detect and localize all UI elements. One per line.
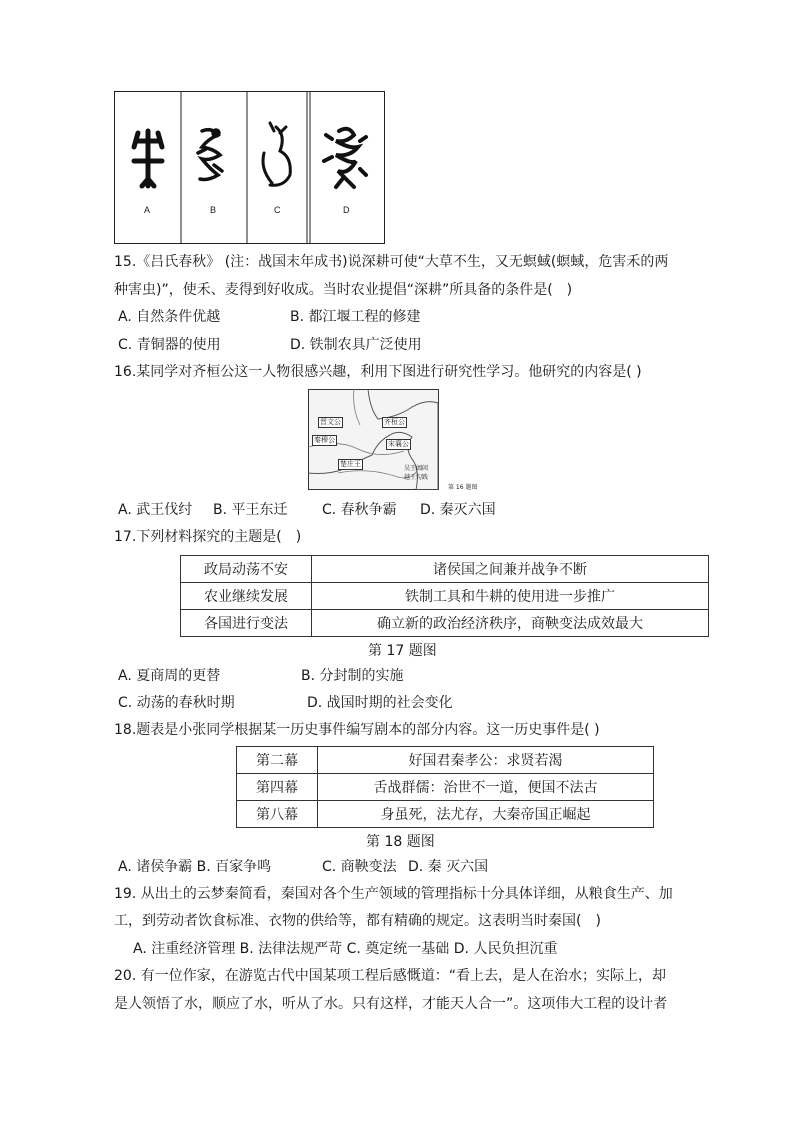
map-label-wu: 吴王阖闾 xyxy=(404,465,429,472)
q15-text-line1: 15.《吕氏春秋》 (注：战国末年成书)说深耕可使“大草不生，又无螟蜮(螟蜮，危害禾的两 xyxy=(114,254,669,270)
q20-text-line2: 是人领悟了水，顺应了水，听从了水。只有这样，才能天人合一”。这项伟大工程的设计者 xyxy=(114,996,668,1012)
q15-option-d: D. 铁制农具广泛使用 xyxy=(290,337,422,353)
q15-option-c: C. 青铜器的使用 xyxy=(118,337,221,353)
map-label-song: 宋襄公 xyxy=(388,440,409,448)
glyph-label-d: D xyxy=(343,205,350,215)
oracle-glyph-panel xyxy=(114,91,385,244)
table-row xyxy=(237,747,654,774)
q16-option-b: B. 平王东迁 xyxy=(213,502,288,518)
table-row xyxy=(181,556,709,583)
table-cell: 政局动荡不安 xyxy=(181,556,312,583)
q17-option-b: B. 分封制的实施 xyxy=(301,668,404,684)
table-cell: 舌战群儒：治世不一道，便国不法古 xyxy=(318,774,654,801)
q20-text-line1: 20. 有一位作家，在游览古代中国某项工程后感慨道：“看上去，是人在治水；实际上，却 xyxy=(114,968,666,984)
q19-text-line2: 工，到劳动者饮食标准、衣物的供给等，都有精确的规定。这表明当时秦国( ) xyxy=(114,913,601,929)
q17-caption: 第 17 题图 xyxy=(368,643,437,659)
table-row xyxy=(237,801,654,828)
q17-table xyxy=(180,555,709,637)
table-cell: 身虽死，法尤存，大秦帝国正崛起 xyxy=(318,801,654,828)
table-cell: 铁制工具和牛耕的使用进一步推广 xyxy=(312,583,709,610)
q16-option-d: D. 秦灭六国 xyxy=(420,502,496,518)
map-label-qi: 齐桓公 xyxy=(384,418,405,426)
q19-options: A. 注重经济管理 B. 法律法规严苛 C. 奠定统一基础 D. 人民负担沉重 xyxy=(133,941,558,957)
q18-caption: 第 18 题图 xyxy=(366,834,435,850)
q16-option-c: C. 春秋争霸 xyxy=(322,502,397,518)
glyph-label-b: B xyxy=(210,205,217,215)
q18-table xyxy=(236,746,654,828)
table-row xyxy=(237,774,654,801)
map-label-qin: 秦穆公 xyxy=(314,436,335,444)
q17-option-c: C. 动荡的春秋时期 xyxy=(118,695,235,711)
table-cell: 诸侯国之间兼并战争不断 xyxy=(312,556,709,583)
table-cell: 农业继续发展 xyxy=(181,583,312,610)
glyph-label-c: C xyxy=(274,205,281,215)
map-label-chu: 楚庄王 xyxy=(340,460,361,468)
q15-text-line2: 种害虫)”，使禾、麦得到好收成。当时农业提倡“深耕”所具备的条件是( ) xyxy=(114,282,573,298)
map-label-jin: 晋文公 xyxy=(320,418,341,426)
q17-text: 17.下列材料探究的主题是( ) xyxy=(114,529,302,545)
q16-option-a: A. 武王伐纣 xyxy=(118,502,193,518)
table-cell: 第四幕 xyxy=(237,774,318,801)
q19-text-line1: 19. 从出土的云梦秦简看，秦国对各个生产领域的管理指标十分具体详细，从粮食生产、加 xyxy=(114,886,673,902)
q17-option-d: D. 战国时期的社会变化 xyxy=(307,695,453,711)
table-cell: 各国进行变法 xyxy=(181,610,312,637)
table-row xyxy=(181,583,709,610)
q16-text: 16.某同学对齐桓公这一人物很感兴趣，利用下图进行研究性学习。他研究的内容是( ) xyxy=(114,364,642,380)
q15-option-b: B. 都江堰工程的修建 xyxy=(290,309,421,325)
map-caption: 第 16 题图 xyxy=(448,484,478,491)
table-cell: 好国君秦孝公：求贤若渴 xyxy=(318,747,654,774)
q18-option-c: C. 商鞅变法 xyxy=(322,859,397,875)
map-label-yue: 越王勾践 xyxy=(404,474,429,481)
table-row xyxy=(181,610,709,637)
q16-map xyxy=(308,389,478,491)
glyph-label-a: A xyxy=(144,205,151,215)
table-cell: 第二幕 xyxy=(237,747,318,774)
q18-option-d: D. 秦 灭六国 xyxy=(408,859,489,875)
table-cell: 确立新的政治经济秩序，商鞅变法成效最大 xyxy=(312,610,709,637)
q15-option-a: A. 自然条件优越 xyxy=(118,309,221,325)
q18-options-ab: A. 诸侯争霸 B. 百家争鸣 xyxy=(118,859,272,875)
q17-option-a: A. 夏商周的更替 xyxy=(118,668,221,684)
q18-text: 18.题表是小张同学根据某一历史事件编写剧本的部分内容。这一历史事件是( ) xyxy=(114,722,600,738)
table-cell: 第八幕 xyxy=(237,801,318,828)
